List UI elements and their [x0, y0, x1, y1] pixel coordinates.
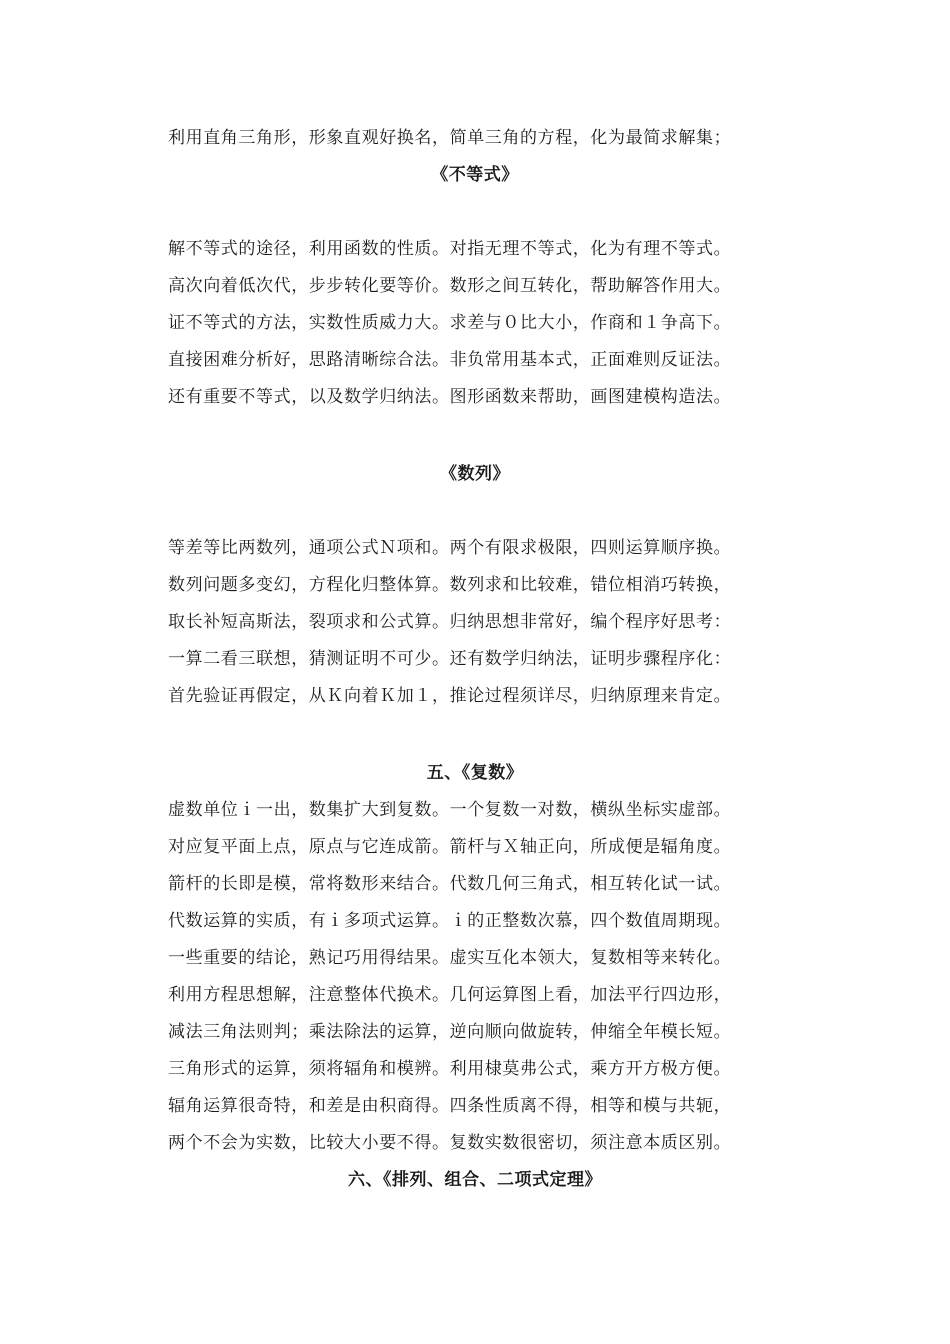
inequality-line: 直接困难分析好，思路清晰综合法。非负常用基本式，正面难则反证法。 [168, 350, 732, 370]
inequality-line: 证不等式的方法，实数性质威力大。求差与０比大小，作商和１争高下。 [168, 313, 732, 333]
inequality-line: 解不等式的途径，利用函数的性质。对指无理不等式，化为有理不等式。 [168, 239, 732, 259]
complex-line: 利用方程思想解，注意整体代换术。几何运算图上看，加法平行四边形， [168, 985, 732, 1005]
complex-line: 箭杆的长即是模，常将数形来结合。代数几何三角式，相互转化试一试。 [168, 874, 732, 894]
complex-line: 减法三角法则判；乘法除法的运算，逆向顺向做旋转，伸缩全年模长短。 [168, 1022, 732, 1042]
complex-line: 虚数单位ｉ一出，数集扩大到复数。一个复数一对数，横纵坐标实虚部。 [168, 800, 732, 820]
complex-line: 辐角运算很奇特，和差是由积商得。四条性质离不得，相等和模与共轭， [168, 1096, 732, 1116]
section-title-sequence: 《数列》 [440, 464, 510, 484]
complex-line: 两个不会为实数，比较大小要不得。复数实数很密切，须注意本质区别。 [168, 1133, 732, 1153]
sequence-line: 等差等比两数列，通项公式Ｎ项和。两个有限求极限，四则运算顺序换。 [168, 538, 732, 558]
complex-line: 对应复平面上点，原点与它连成箭。箭杆与Ｘ轴正向，所成便是辐角度。 [168, 837, 732, 857]
section-title-complex: 五、《复数》 [426, 763, 524, 783]
inequality-line: 高次向着低次代，步步转化要等价。数形之间互转化，帮助解答作用大。 [168, 276, 732, 296]
sequence-line: 取长补短高斯法，裂项求和公式算。归纳思想非常好，编个程序好思考： [168, 612, 732, 632]
intro-line: 利用直角三角形，形象直观好换名，简单三角的方程，化为最简求解集； [168, 128, 732, 148]
sequence-line: 一算二看三联想，猜测证明不可少。还有数学归纳法，证明步骤程序化： [168, 649, 732, 669]
complex-line: 三角形式的运算，须将辐角和模辨。利用棣莫弗公式，乘方开方极方便。 [168, 1059, 732, 1079]
section-title-inequality: 《不等式》 [431, 165, 519, 185]
sequence-line: 数列问题多变幻，方程化归整体算。数列求和比较难，错位相消巧转换， [168, 575, 732, 595]
inequality-line: 还有重要不等式，以及数学归纳法。图形函数来帮助，画图建模构造法。 [168, 387, 732, 407]
sequence-line: 首先验证再假定，从Ｋ向着Ｋ加１，推论过程须详尽，归纳原理来肯定。 [168, 686, 732, 706]
complex-line: 代数运算的实质，有ｉ多项式运算。ｉ的正整数次慕，四个数值周期现。 [168, 911, 732, 931]
section-title-permutation: 六、《排列、组合、二项式定理》 [348, 1170, 602, 1190]
complex-line: 一些重要的结论，熟记巧用得结果。虚实互化本领大，复数相等来转化。 [168, 948, 732, 968]
